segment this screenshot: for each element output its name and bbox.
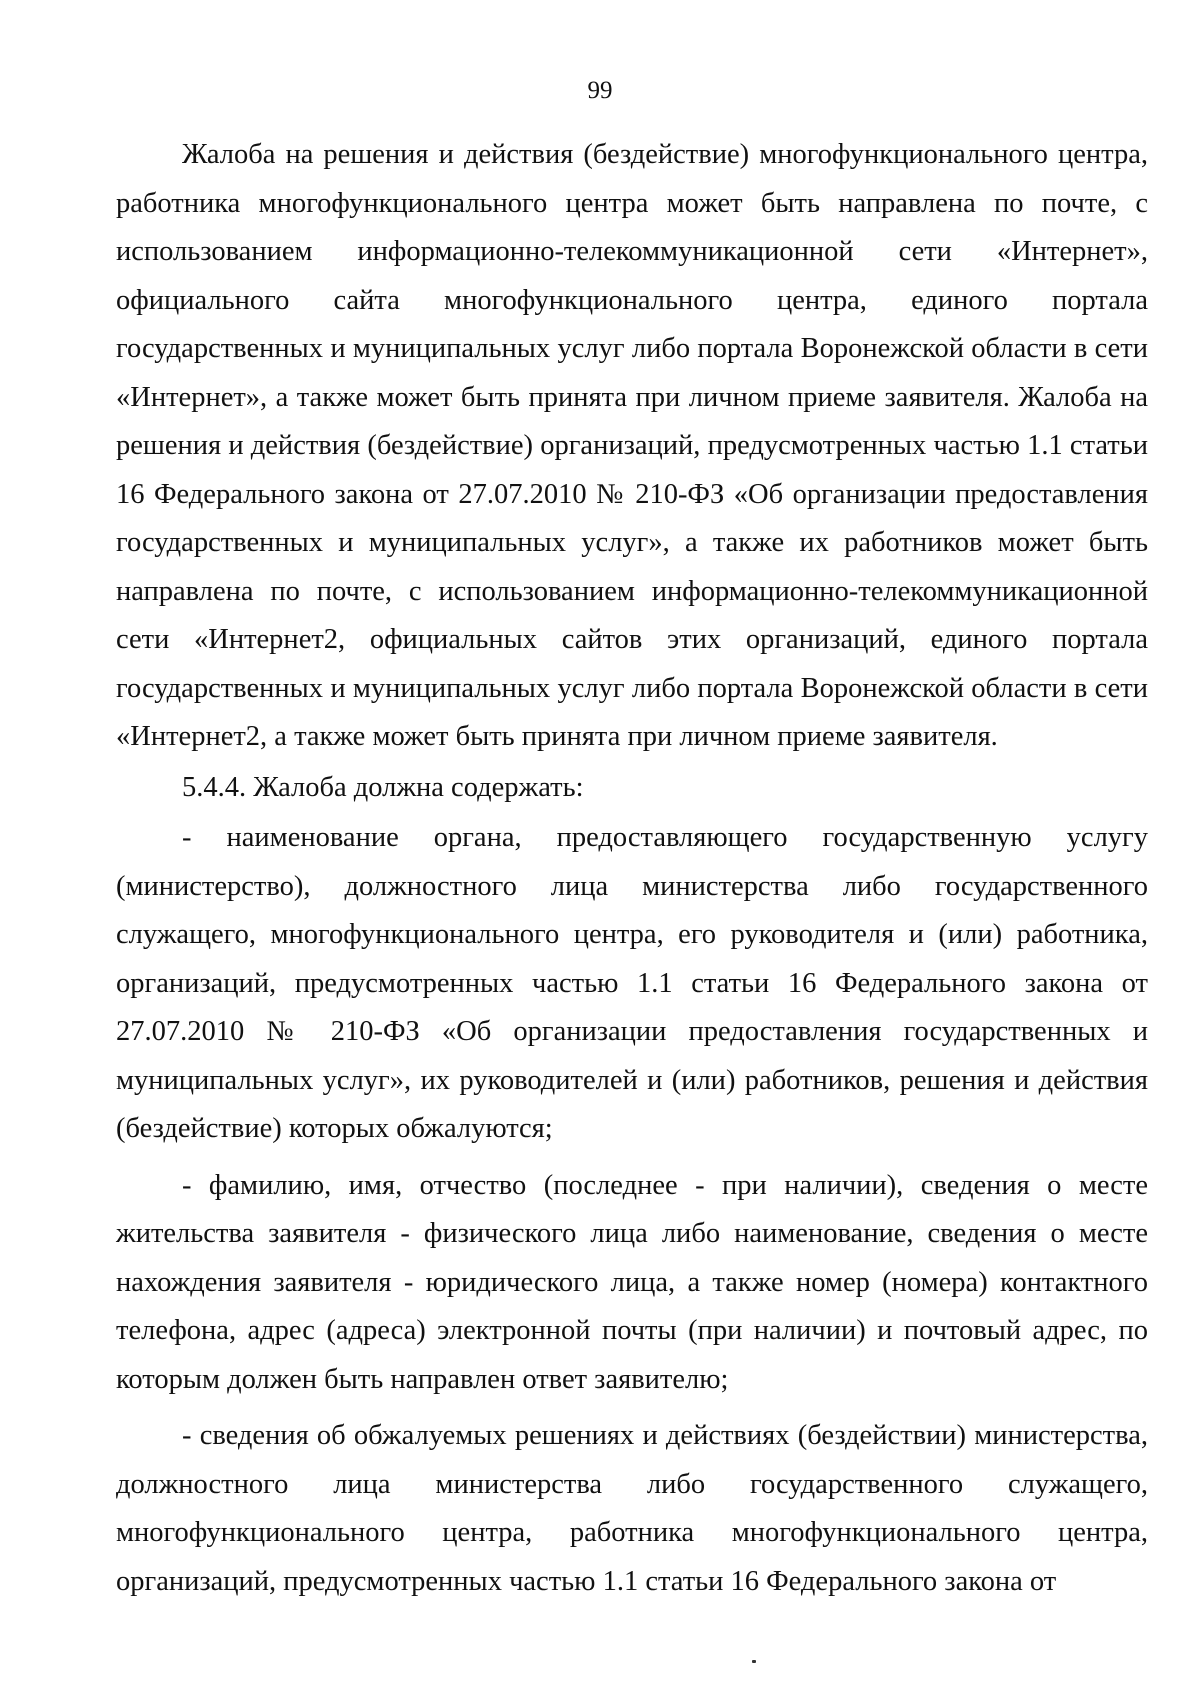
paragraph-complaint-channels: Жалоба на решения и действия (бездействие) многофункционального центра, работника многофункционального центра может быть направлена по почте, с использованием информационно-телекоммуникационной сети «Интернет», официального сайта многофункционального центра, единого портала государственных и муниципальных услуг либо портала Воронежской области в сети «Интернет», а также может быть принята при личном приеме заявителя. Жалоба на решения и действия (бездействие) организаций, предусмотренных частью 1.1 статьи 16 Федерального закона от 27.07.2010 № 210-ФЗ «Об организации предоставления государственных и муниципальных услуг», а также их работников может быть направлена по почте, с использованием информационно-телекоммуникационной сети «Интернет2, официальных сайтов этих организаций, единого портала государственных и муниципальных услуг либо портала Воронежской области в сети «Интернет2, а также может быть принята при личном приеме заявителя. [116,139,1148,752]
list-item-authority-name: - наименование органа, предоставляющего государственную услугу (министерство), должностного лица министерства либо государственного служащего, многофункционального центра, его руководителя и (или) работника, организаций, предусмотренных частью 1.1 статьи 16 Федерального закона от 27.07.2010 № 210-ФЗ «Об организации предоставления государственных и муниципальных услуг», их руководителей и (или) работников, решения и действия (бездействие) которых обжалуются; [116,822,1148,1144]
list-item-appealed-decisions: - сведения об обжалуемых решениях и действиях (бездействии) министерства, должностного лица министерства либо государственного служащего, многофункционального центра, работника многофункционального центра, организаций, предусмотренных частью 1.1 статьи 16 Федерального закона от [116,1420,1148,1597]
paragraph-5-4-4-heading: 5.4.4. Жалоба должна содержать: [182,771,584,803]
page-number: 99 [587,77,613,104]
document-body [116,131,1148,1606]
scan-speck [752,1660,756,1663]
list-item-applicant-details: - фамилию, имя, отчество (последнее - при наличии), сведения о месте жительства заявителя - физического лица либо наименование, сведения о месте нахождения заявителя - юридического лица, а также номер (номера) контактного телефона, адрес (адреса) электронной почты (при наличии) и почтовый адрес, по которым должен быть направлен ответ заявителю; [116,1169,1148,1395]
